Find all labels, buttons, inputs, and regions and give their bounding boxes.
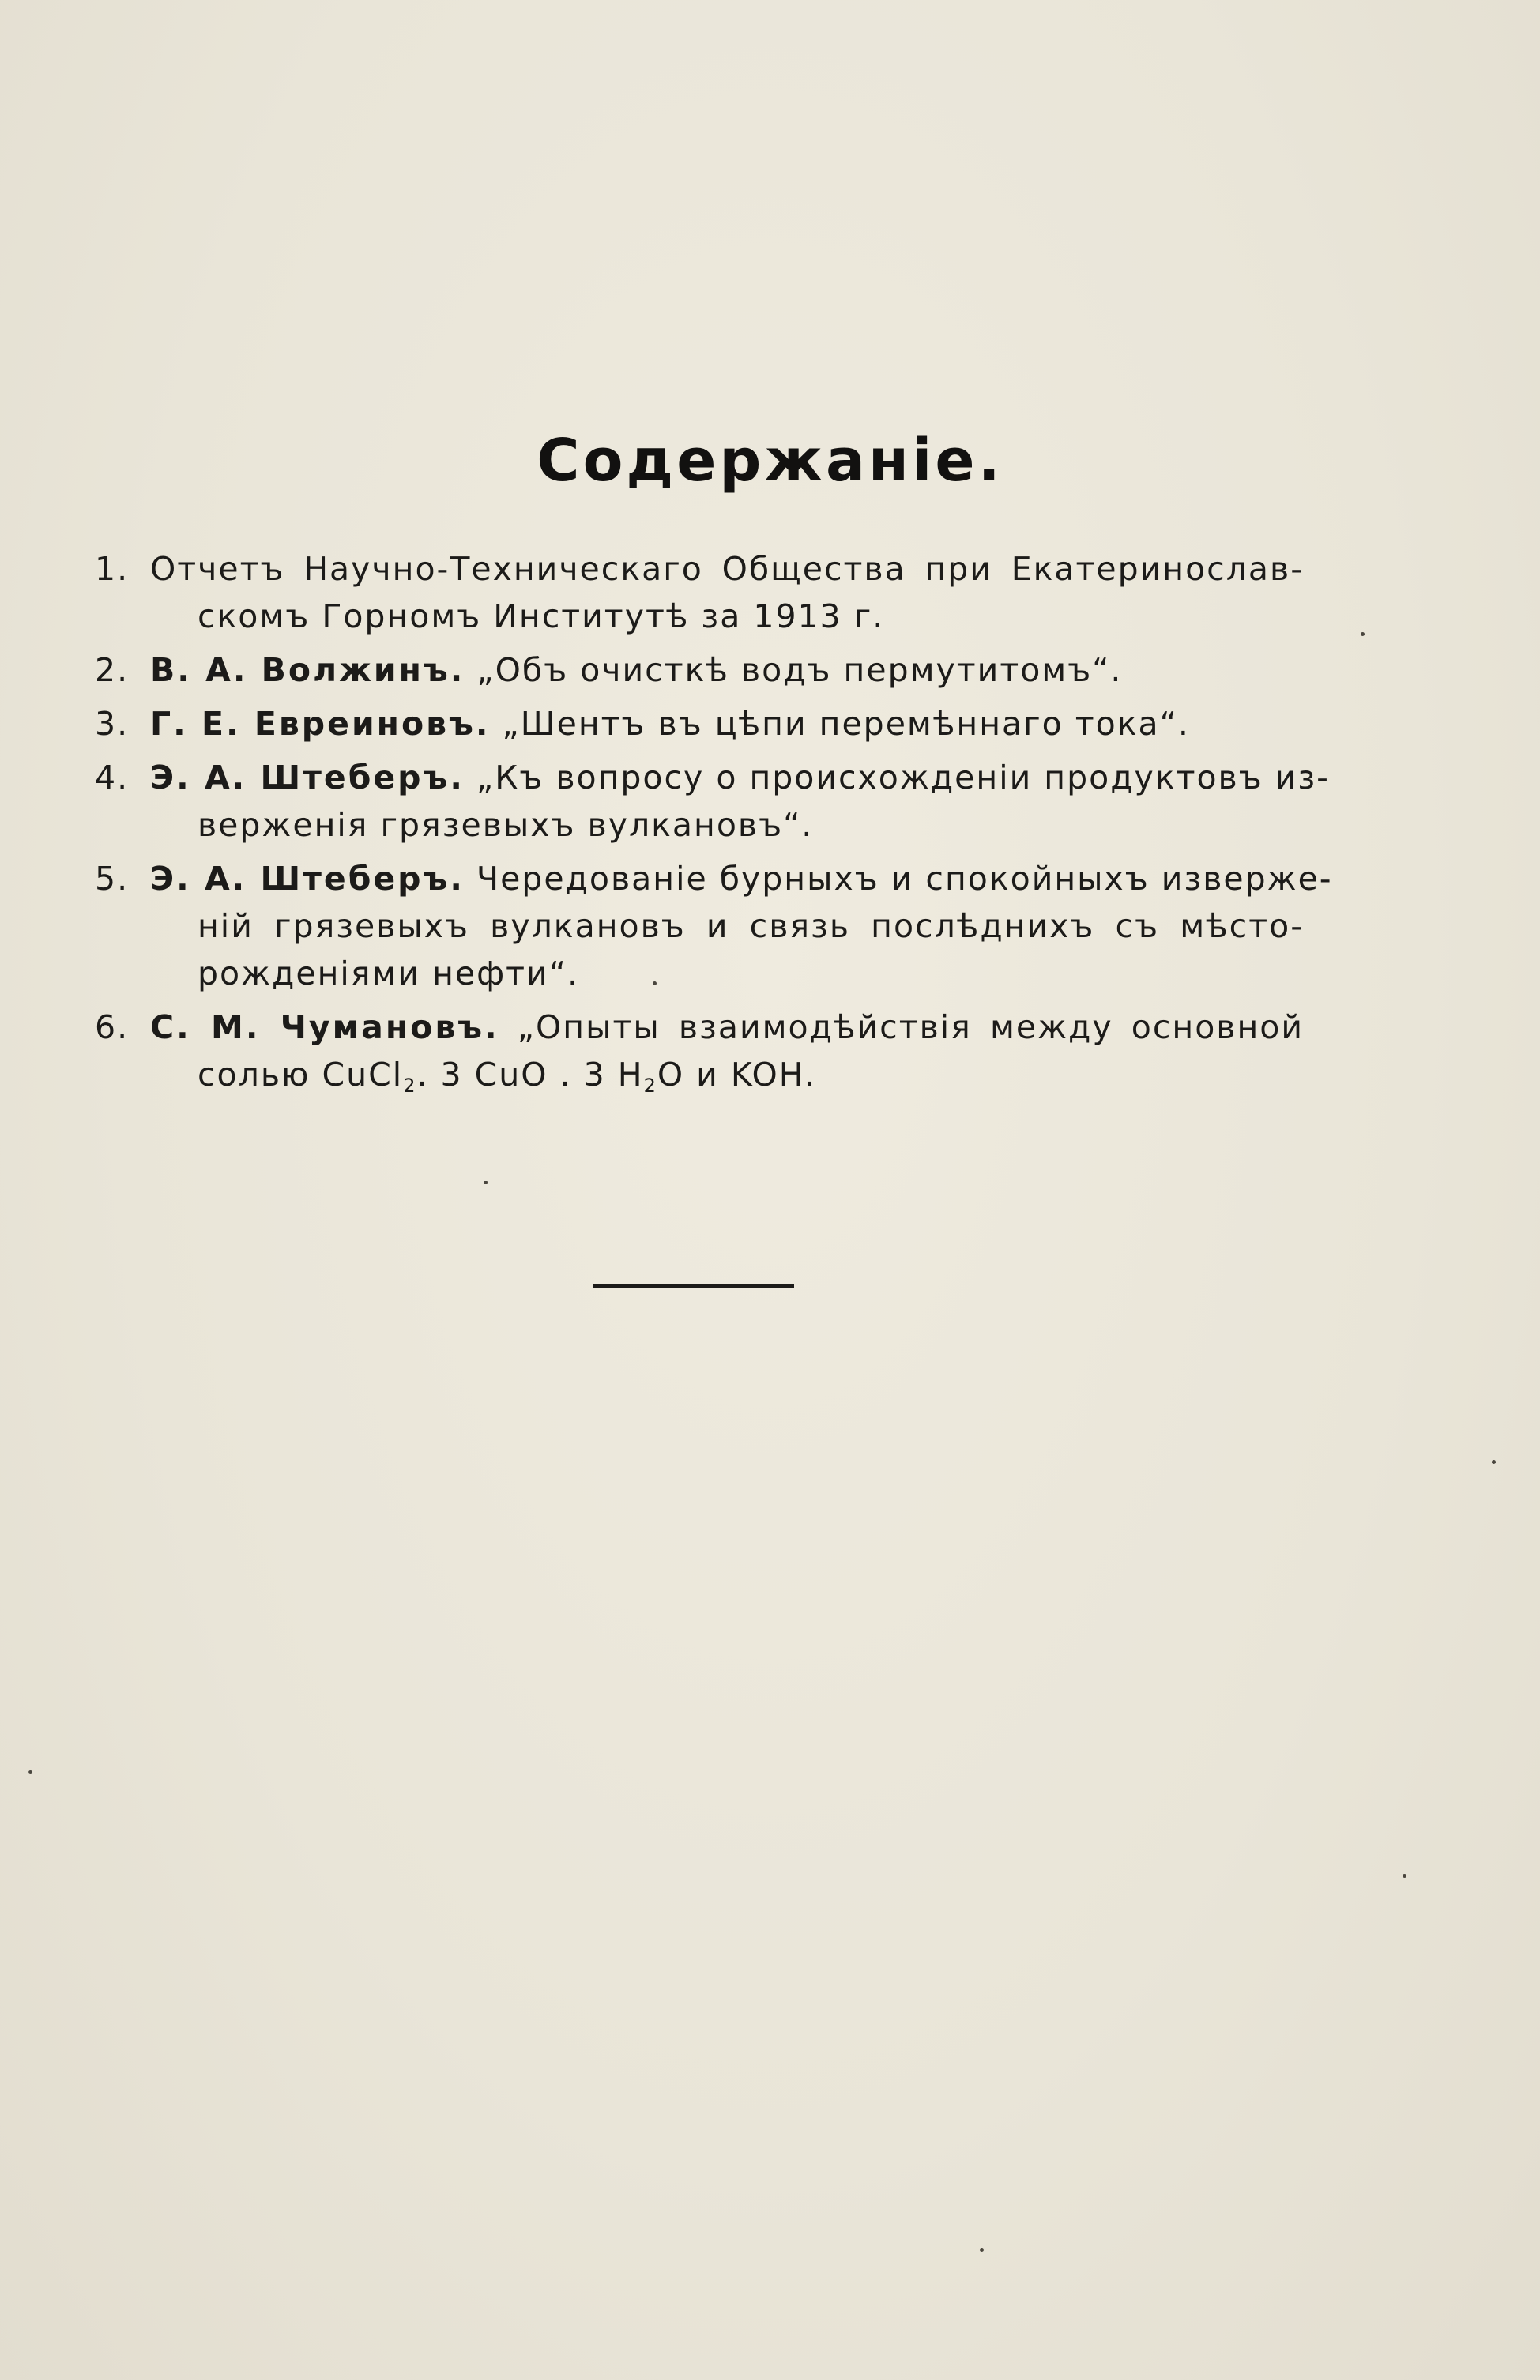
entry-author: Г. Е. Евреиновъ.	[150, 705, 491, 743]
entry-text-line: ній грязевыхъ вулкановъ и связь послѣднихъ съ мѣсто-	[198, 907, 1304, 945]
entry-author: Э. А. Штеберъ.	[150, 759, 465, 796]
entry-title: „Опыты взаимодѣйствія между основной	[517, 1008, 1304, 1046]
entry-author: Э. А. Штеберъ.	[150, 860, 465, 898]
entry-author: В. А. Волжинъ.	[150, 651, 465, 689]
entry-number: 2.	[95, 651, 130, 689]
entry-title: „Шентъ въ цѣпи перемѣннаго тока“.	[502, 705, 1190, 743]
formula-subscript: 2	[643, 1075, 657, 1097]
toc-entry-1	[95, 545, 1304, 640]
entry-text-line: верженія грязевыхъ вулкановъ“.	[198, 806, 814, 844]
entry-number: 1.	[95, 550, 130, 588]
table-of-contents	[95, 545, 1333, 1105]
entry-text-line	[95, 646, 1304, 694]
section-divider-rule	[593, 1284, 794, 1288]
paper-speck	[980, 2248, 984, 2252]
paper-speck	[653, 981, 657, 985]
entry-title: „Къ вопросу о происхожденіи продуктовъ из-	[476, 759, 1330, 796]
entry-text-line	[95, 700, 1304, 748]
paper-speck	[484, 1181, 488, 1184]
paper-speck	[1403, 1874, 1406, 1878]
entry-text-line	[95, 754, 1330, 801]
entry-number: 3.	[95, 705, 130, 743]
toc-entry-5	[95, 855, 1333, 997]
formula-part: солью CuCl	[198, 1056, 404, 1094]
entry-text-line	[95, 1051, 1304, 1098]
entry-text-line: рожденіями нефти“.	[198, 955, 579, 992]
entry-text-line	[95, 855, 1333, 902]
formula-part: . 3 CuO . 3 H	[416, 1056, 644, 1094]
toc-entry-4	[95, 754, 1330, 849]
formula-part: O и KOH.	[657, 1056, 816, 1094]
entry-text-line: скомъ Горномъ Институтѣ за 1913 г.	[198, 597, 885, 635]
toc-entry-3	[95, 700, 1304, 748]
entry-author: С. М. Чумановъ.	[150, 1008, 499, 1046]
entry-title: Чередованіе бурныхъ и спокойныхъ изверже-	[476, 860, 1333, 898]
entry-text-line	[95, 1004, 1304, 1051]
entry-number: 4.	[95, 759, 130, 796]
paper-speck	[28, 1770, 32, 1774]
paper-speck	[1361, 632, 1365, 636]
entry-text-line: Отчетъ Научно-Техническаго Общества при Екатеринослав-	[150, 550, 1304, 588]
entry-title: „Объ очисткѣ водъ пермутитомъ“.	[476, 651, 1123, 689]
toc-entry-6	[95, 1004, 1304, 1098]
page-title: Содержаніе.	[537, 427, 1003, 495]
entry-number: 5.	[95, 860, 130, 898]
paper-speck	[1492, 1460, 1496, 1464]
formula-subscript: 2	[403, 1075, 417, 1097]
toc-entry-2	[95, 646, 1304, 694]
entry-number: 6.	[95, 1008, 130, 1046]
